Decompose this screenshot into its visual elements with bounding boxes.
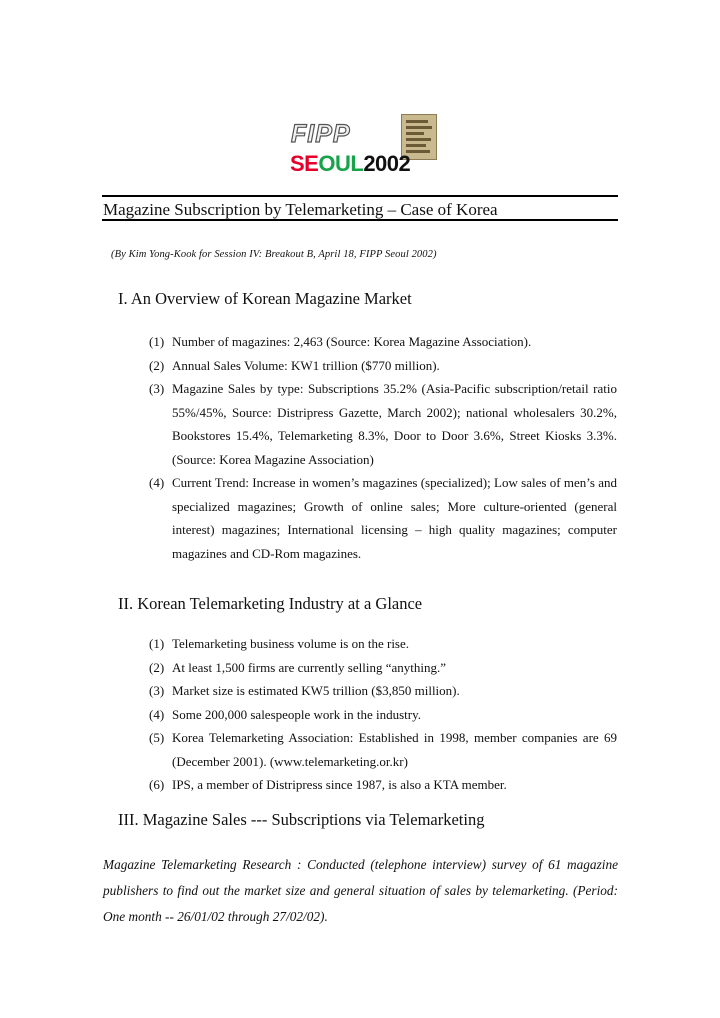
- logo-seoul-2002-text: SEOUL2002: [290, 151, 411, 176]
- fipp-seoul-2002-logo: [288, 108, 438, 178]
- title-bottom-rule: [102, 219, 618, 221]
- title-top-rule: [102, 195, 618, 197]
- list-item: (1) Number of magazines: 2,463 (Source: Korea Magazine Association).: [149, 334, 532, 349]
- list-item: (4) Some 200,000 salespeople work in the industry.: [149, 706, 422, 722]
- list-item: (2) Annual Sales Volume: KW1 trillion ($770 million).: [149, 357, 440, 373]
- list-item: (3) Magazine Sales by type: Subscriptions 35.2% (Asia-Pacific subscription/retail ratio 55%/45%, Source: Distripress Gazette, March 2002); national wholesalers 30.2%, Bookstores 15.4%, Telemarketing 8.3%, Door to Door 3.6%, Street Kiosks 3.3%. (Source: Korea Magazine Association): [149, 381, 617, 467]
- list-item: (2) At least 1,500 firms are currently selling “anything.”: [149, 659, 447, 675]
- section-1-list: [149, 330, 617, 565]
- section-3-intro: Magazine Telemarketing Research : Conducted (telephone interview) survey of 61 magazine publishers to find out the market size and general situation of sales by telemarketing. (Period: One month -- 26/01/02 through 27/02/02).: [103, 857, 618, 924]
- list-item: (6) IPS, a member of Distripress since 1987, is also a KTA member.: [149, 777, 507, 792]
- section-2-list: [149, 632, 617, 797]
- list-item: (5) Korea Telemarketing Association: Established in 1998, member companies are 69 (December 2001). (www.telemarketing.or.kr): [149, 730, 617, 769]
- list-item: (1) Telemarketing business volume is on the rise.: [149, 636, 410, 651]
- list-item: (3) Market size is estimated KW5 trillion ($3,850 million).: [149, 683, 460, 698]
- logo-fipp-text: FIPP: [291, 120, 351, 148]
- byline: (By Kim Yong-Kook for Session IV: Breakout B, April 18, FIPP Seoul 2002): [111, 249, 437, 260]
- section-2-heading: II. Korean Telemarketing Industry at a Glance: [118, 594, 423, 613]
- list-item: (4) Current Trend: Increase in women’s magazines (specialized); Low sales of men’s and specialized magazines; Growth of online sales; More culture-oriented (general interest) magazines; International licensing – high quality magazines; computer magazines and CD-Rom magazines.: [149, 475, 617, 561]
- section-3-heading: III. Magazine Sales --- Subscriptions via Telemarketing: [118, 810, 485, 829]
- document-title: Magazine Subscription by Telemarketing – Case of Korea: [103, 200, 498, 219]
- section-1-heading: I. An Overview of Korean Magazine Market: [118, 289, 412, 308]
